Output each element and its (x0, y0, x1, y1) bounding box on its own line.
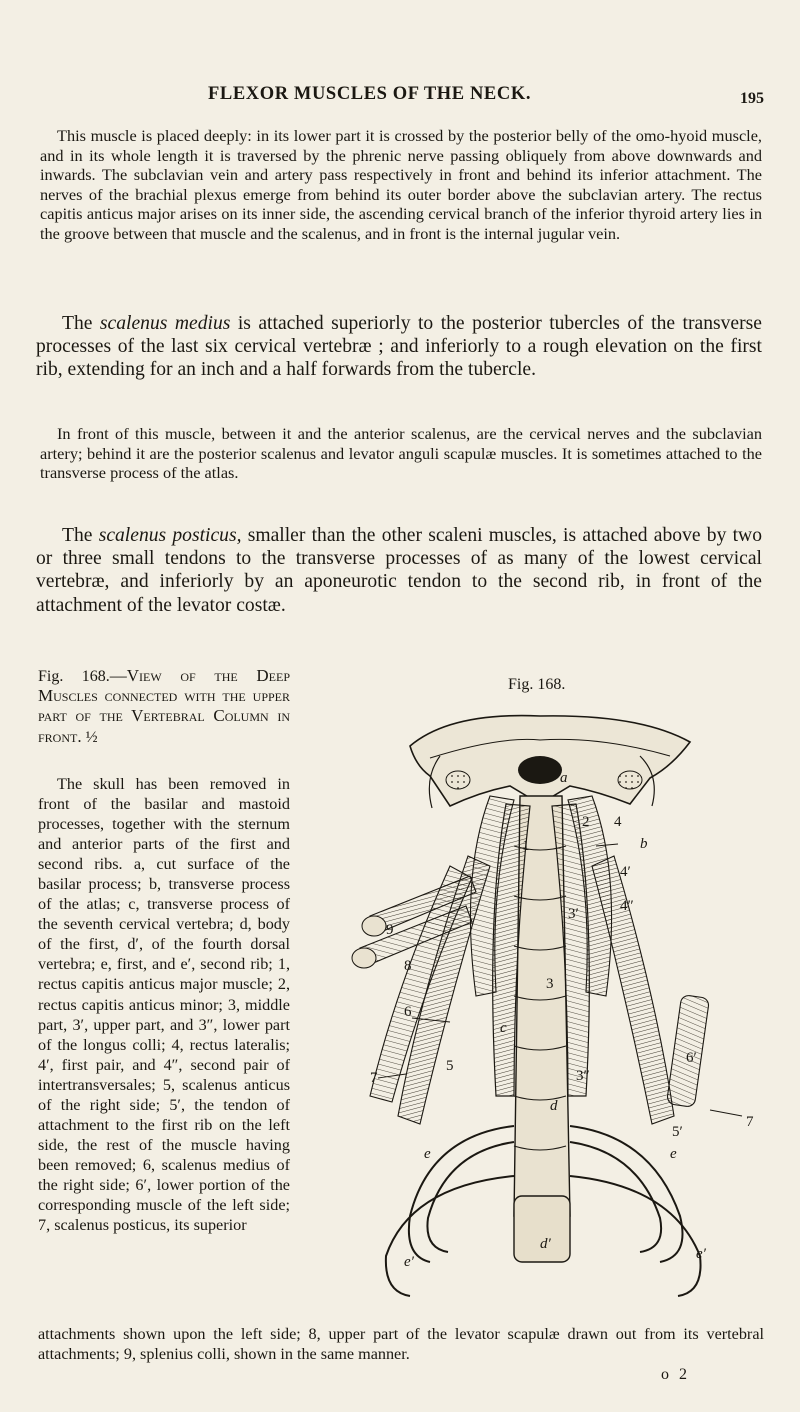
signature-mark: o 2 (661, 1366, 690, 1383)
marker-d-prime: d′ (540, 1236, 551, 1252)
running-title: FLEXOR MUSCLES OF THE NECK. (208, 84, 532, 104)
paragraph-scalenus-medius-relations: In front of this muscle, between it and the anterior scalenus, are the cervical nerves and the subclavian artery; behind it are the posterior scalenus and levator anguli scapulæ muscles. It is sometimes attached to the transverse process of the atlas. (40, 424, 762, 483)
muscle-term: scalenus medius (99, 313, 231, 334)
caption-title-text: —View of the Deep Muscles connected with the upper part of the Vertebral Column in front. (38, 666, 290, 746)
figure-caption-title (38, 666, 290, 747)
marker-3-prime: 3′ (568, 906, 579, 922)
skull-base (410, 716, 690, 808)
marker-e-prime-left: e′ (404, 1254, 414, 1270)
marker-1: 1 (522, 838, 530, 854)
marker-e-prime-right: e′ (696, 1246, 706, 1262)
marker-4: 4 (614, 814, 622, 830)
marker-a: a (560, 770, 568, 786)
deep-neck-muscles-engraving (300, 696, 770, 1316)
muscle-term: scalenus posticus, (98, 525, 242, 546)
marker-7-left: 7 (370, 1070, 378, 1086)
marker-5-prime: 5′ (672, 1124, 683, 1140)
marker-c: c (500, 1020, 507, 1036)
marker-2: 2 (582, 814, 590, 830)
figure-caption-body: The skull has been removed in front of the basilar and mastoid processes, together with the sternum and anterior parts of the first and second ribs. a, cut surface of the basilar process; b, transverse process of the atlas; c, transverse process of the seventh cervical vertebra; d, body of the first, d′, of the fourth dorsal vertebra; e, first, and e′, second rib; 1, rectus capitis anticus major muscle; 2, rectus capitis anticus minor; 3, middle part, 3′, upper part, and 3″, lower part of the longus colli; 4, rectus lateralis; 4′, first pair, and 4″, second pair of intertransversales; 5, scalenus anticus of the right side; 5′, the tendon of attachment to the first rib on the left side, the rest of the muscle having been removed; 6, scalenus medius of the right side; 6′, lower portion of the corresponding muscle of the left side; 7, scalenus posticus, its superior (38, 775, 290, 1235)
paragraph-scalenus-posticus (36, 524, 762, 617)
caption-fig-number: Fig. 168. (38, 668, 110, 685)
page-number: 195 (740, 90, 764, 107)
paragraph-lead: The (62, 313, 100, 334)
marker-6-prime: 6′ (686, 1050, 697, 1066)
marker-9: 9 (386, 922, 394, 938)
marker-e-right: e (670, 1146, 677, 1162)
marker-3-double-prime: 3″ (576, 1068, 590, 1084)
paragraph-rest: is attached superiorly to the posterior tubercles of the transverse processes of the last six cervical vertebræ ; and inferiorly to a rough elevation on the first rib, extending for an inch and a half forwards from the tubercle. (36, 313, 762, 381)
running-head (0, 84, 800, 108)
marker-d: d (550, 1098, 558, 1114)
marker-3: 3 (546, 976, 554, 992)
figure-label: Fig. 168. (508, 676, 566, 693)
paragraph-scalenus-medius (36, 312, 762, 382)
marker-e-left: e (424, 1146, 431, 1162)
paragraph-scalenus-anticus-relations: This muscle is placed deeply: in its lower part it is crossed by the posterior belly of the omo-hyoid muscle, and in its whole length it is traversed by the phrenic nerve passing obliquely from above downwards and inwards. The subclavian vein and artery pass respectively in front and behind its inferior attachment. The nerves of the brachial plexus emerge from behind its outer border above the subclavian artery. The rectus capitis anticus major arises on its inner side, the ascending cervical branch of the inferior thyroid artery lies in the groove between that muscle and the scalenus, and in front is the internal jugular vein. (40, 126, 762, 243)
marker-6: 6 (404, 1004, 412, 1020)
marker-b: b (640, 836, 648, 852)
paragraph-lead: The (62, 525, 99, 546)
figure-caption-continuation: attachments shown upon the left side; 8, upper part of the levator scapulæ drawn out from its vertebral attachments; 9, splenius colli, shown in the same manner. (38, 1325, 764, 1363)
caption-scale: ½ (85, 728, 98, 746)
marker-4-prime: 4′ (620, 864, 631, 880)
anatomical-illustration (300, 696, 770, 1316)
marker-8: 8 (404, 958, 412, 974)
marker-7-right: 7 (746, 1114, 754, 1130)
marker-5: 5 (446, 1058, 454, 1074)
paragraph-rest: smaller than the other scaleni muscles, is attached above by two or three small tendons to the transverse processes of as many of the lowest cervical vertebræ, and inferiorly by an aponeurotic tendon to the second rib, in front of the attachment of the levator costæ. (36, 525, 763, 616)
marker-4-double-prime: 4″ (620, 898, 634, 914)
